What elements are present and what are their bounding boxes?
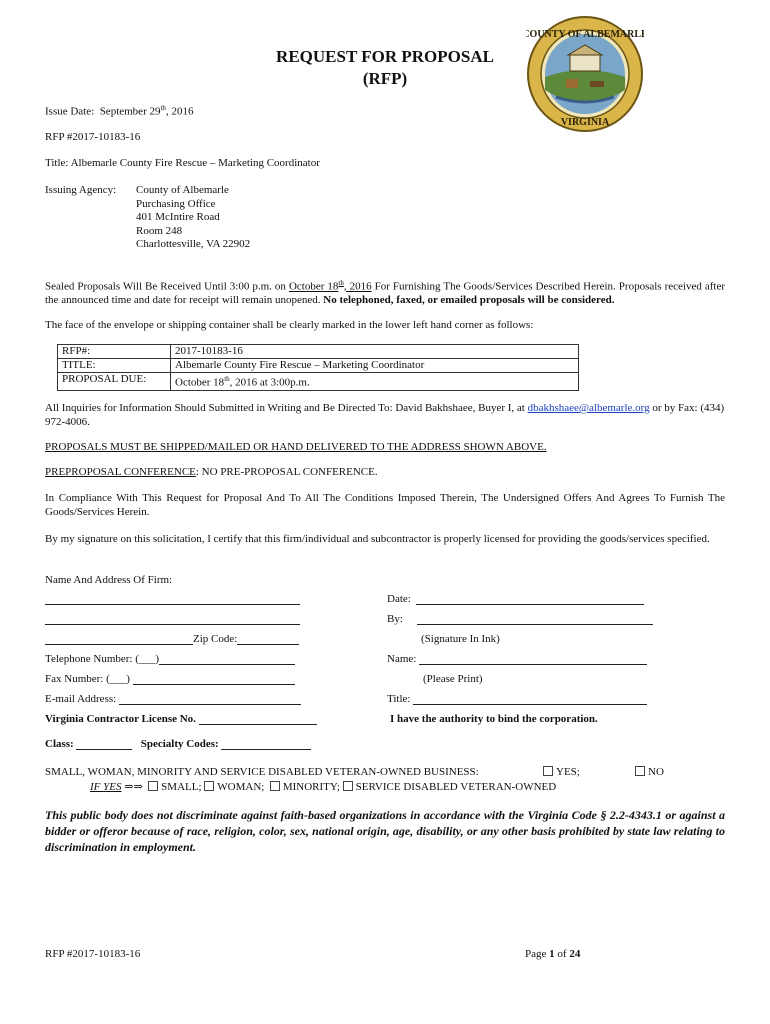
- address-line: Room 248: [136, 224, 183, 237]
- nondiscrimination-statement: This public body does not discriminate against faith-based organizations in accordance with the Virginia Code § 2.2-4343.1 or against a bidder or offeror because of race, religion, color, sex, national origin, age, disability, or any other basis prohibited by state law relating to discrimination in employment.: [45, 808, 725, 854]
- issue-date-label: Issue Date:: [45, 105, 95, 118]
- arrow-icon: ⇒⇒: [124, 781, 143, 793]
- sealed-text: Sealed Proposals Will Be Received Until 3:00 p.m. on: [45, 280, 289, 293]
- email-field[interactable]: [119, 693, 301, 705]
- fax-field[interactable]: [133, 673, 295, 685]
- sealed-date-sup: th: [338, 279, 344, 287]
- issue-date-year: , 2016: [165, 105, 194, 118]
- svg-text:VIRGINIA: VIRGINIA: [560, 117, 610, 128]
- minority-checkbox[interactable]: [270, 781, 280, 791]
- address-line: 401 McIntire Road: [136, 211, 220, 223]
- rfp-title: Title: Albemarle County Fire Rescue – Marketing Coordinator: [45, 157, 320, 169]
- fax-label: Fax Number: (___): [45, 673, 130, 685]
- name-row: [387, 653, 647, 665]
- table-cell-value: [171, 373, 579, 391]
- swam-no[interactable]: [635, 766, 664, 778]
- table-row: [58, 359, 579, 373]
- specialty-field[interactable]: [221, 738, 311, 750]
- sealed-date: October 18: [288, 280, 339, 293]
- firm-name-address-label: Name And Address Of Firm:: [45, 574, 173, 586]
- sealed-text-2: For Furnishing The Goods/Services Described Herein. Proposals received after the announced time and date for receipt will remain unopened.: [45, 280, 725, 307]
- preproposal-conference: [45, 466, 378, 478]
- signature-hint: (Signature In Ink): [421, 633, 500, 645]
- inquiries-text: All Inquiries for Information Should Submitted in Writing and Be Directed To: David Bakhshaee, Buyer I, at: [45, 402, 528, 414]
- issue-date-value: September 29: [99, 105, 161, 118]
- buyer-email-link[interactable]: dbakhshaee@albemarle.org: [527, 402, 650, 414]
- page-total: 24: [569, 948, 581, 960]
- table-cell-value: Albemarle County Fire Rescue – Marketing Coordinator: [171, 359, 579, 373]
- page-prefix: Page: [525, 948, 550, 960]
- preproposal-label: PREPROPOSAL CONFERENCE: [45, 466, 196, 478]
- city-field[interactable]: [45, 633, 193, 645]
- due-date-sup: th: [224, 375, 230, 383]
- zip-row: [45, 633, 299, 645]
- small-checkbox[interactable]: [148, 781, 158, 791]
- date-label: Date:: [387, 593, 411, 605]
- page-of: of: [554, 948, 570, 960]
- title-field[interactable]: [413, 693, 647, 705]
- table-row: [58, 345, 579, 359]
- class-row: [45, 738, 311, 750]
- rfp-number: RFP #2017-10183-16: [45, 131, 141, 143]
- swam-options-row: [90, 780, 556, 793]
- address-line: Purchasing Office: [136, 197, 216, 210]
- swam-question: SMALL, WOMAN, MINORITY AND SERVICE DISABLED VETERAN-OWNED BUSINESS:: [45, 766, 479, 778]
- license-field[interactable]: [199, 713, 317, 725]
- by-row: [387, 613, 653, 625]
- telephone-label: Telephone Number: (___): [45, 653, 160, 665]
- email-row: [45, 693, 301, 705]
- issue-date: [45, 104, 193, 118]
- due-date-time: , 2016 at 3:00p.m.: [229, 376, 310, 389]
- woman-label: WOMAN;: [217, 781, 265, 793]
- envelope-instructions: The face of the envelope or shipping container shall be clearly marked in the lower left hand corner as follows:: [45, 319, 534, 331]
- class-label: Class:: [45, 738, 74, 750]
- fax-row: [45, 673, 295, 685]
- compliance-paragraph: In Compliance With This Request for Proposal And To All The Conditions Imposed Therein, The Undersigned Offers And Agrees To Furnish The Goods/Services Herein.: [45, 492, 725, 518]
- swam-yes[interactable]: [543, 766, 580, 778]
- inquiries-paragraph: [45, 402, 725, 429]
- woman-checkbox[interactable]: [204, 781, 214, 791]
- yes-label: YES;: [556, 766, 580, 778]
- address-line: County of Albemarle: [136, 184, 229, 196]
- date-row: [387, 593, 644, 605]
- envelope-label-table: [57, 344, 579, 391]
- telephone-field[interactable]: [159, 653, 295, 665]
- email-label: E-mail Address:: [45, 693, 117, 705]
- veteran-checkbox[interactable]: [343, 781, 353, 791]
- firm-name-field[interactable]: [45, 593, 300, 605]
- county-seal: [526, 15, 644, 133]
- document-subtitle: (RFP): [362, 69, 408, 88]
- class-field[interactable]: [76, 738, 132, 750]
- small-label: SMALL;: [161, 781, 202, 793]
- signature-certification: By my signature on this solicitation, I certify that this firm/individual and subcontractor is properly licensed for providing the goods/services specified.: [45, 533, 710, 545]
- name-label: Name:: [387, 653, 417, 665]
- veteran-label: SERVICE DISABLED VETERAN-OWNED: [355, 781, 557, 793]
- title-row: [387, 693, 647, 705]
- firm-address-field[interactable]: [45, 613, 300, 625]
- table-cell-value: 2017-10183-16: [171, 345, 579, 359]
- inquiries-text-2: or by Fax: (434) 972-4006.: [45, 402, 725, 428]
- sealed-date-year: , 2016: [343, 280, 372, 293]
- preproposal-value: : NO PRE-PROPOSAL CONFERENCE.: [195, 466, 378, 478]
- sealed-warning: No telephoned, faxed, or emailed proposals will be considered.: [323, 294, 615, 307]
- zip-field[interactable]: [237, 633, 299, 645]
- document-title: REQUEST FOR PROPOSAL: [276, 47, 494, 66]
- issue-date-sup: th: [160, 104, 166, 112]
- zip-label: Zip Code:: [193, 633, 238, 645]
- title-label: Title:: [387, 693, 411, 705]
- print-hint: (Please Print): [423, 673, 483, 685]
- license-label: Virginia Contractor License No.: [45, 713, 196, 725]
- table-cell-label: RFP#:: [58, 345, 171, 359]
- minority-label: MINORITY;: [282, 781, 340, 793]
- issuing-agency-address: [136, 184, 250, 252]
- date-field[interactable]: [416, 593, 644, 605]
- due-date: October 18: [175, 376, 225, 389]
- address-line: Charlottesville, VA 22902: [136, 238, 251, 250]
- issuing-agency-label: Issuing Agency:: [45, 184, 117, 196]
- page-current: 1: [549, 948, 555, 960]
- by-label: By:: [387, 613, 403, 625]
- footer-rfp-number: RFP #2017-10183-16: [45, 948, 141, 960]
- table-cell-label: TITLE:: [58, 359, 171, 373]
- license-row: [45, 713, 317, 725]
- table-cell-label: PROPOSAL DUE:: [58, 373, 171, 391]
- if-yes-label: IF YES: [90, 781, 122, 793]
- authority-statement: I have the authority to bind the corporation.: [390, 713, 598, 725]
- signature-field[interactable]: [417, 613, 653, 625]
- no-label: NO: [648, 766, 664, 778]
- telephone-row: [45, 653, 295, 665]
- footer-page-number: [525, 948, 580, 960]
- name-field[interactable]: [419, 653, 647, 665]
- yes-checkbox[interactable]: [543, 766, 553, 776]
- svg-text:COUNTY OF ALBEMARLE: COUNTY OF ALBEMARLE: [526, 29, 644, 40]
- no-checkbox[interactable]: [635, 766, 645, 776]
- specialty-label: Specialty Codes:: [140, 738, 219, 750]
- table-row: [58, 373, 579, 391]
- delivery-notice: PROPOSALS MUST BE SHIPPED/MAILED OR HAND DELIVERED TO THE ADDRESS SHOWN ABOVE.: [45, 441, 547, 453]
- sealed-proposals-paragraph: [45, 277, 725, 308]
